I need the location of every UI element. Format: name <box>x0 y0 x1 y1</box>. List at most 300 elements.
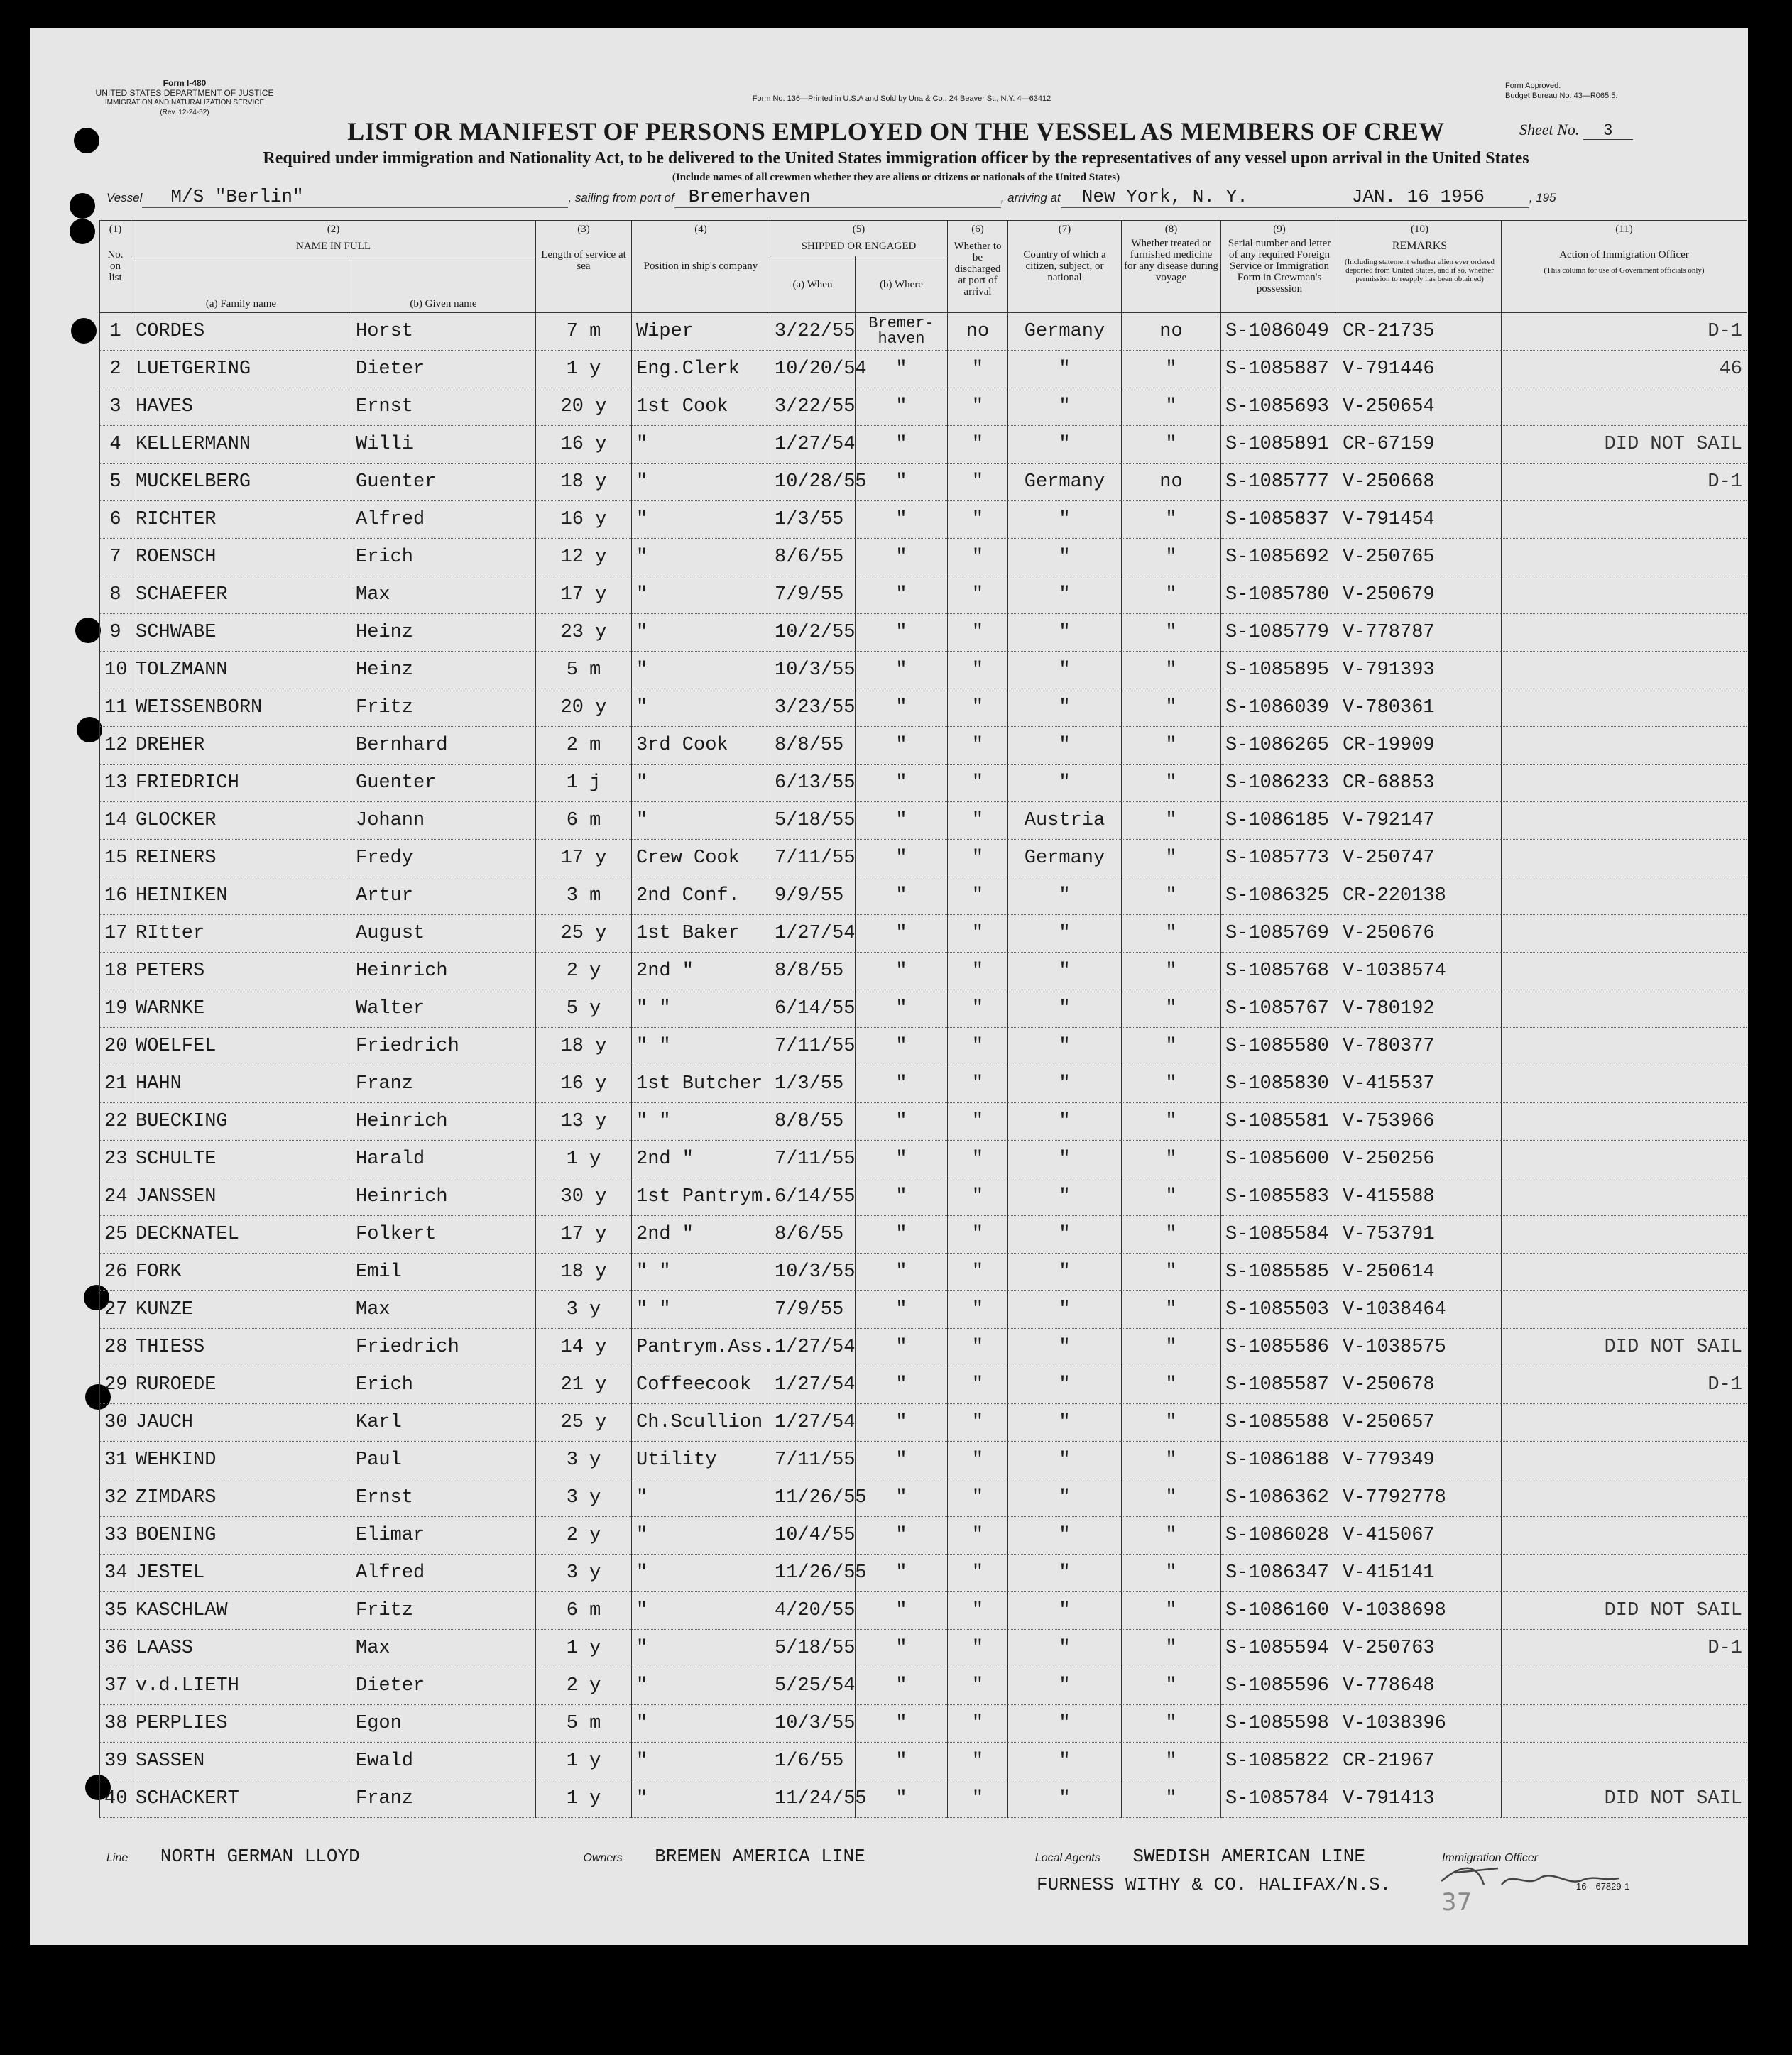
cell-position: Utility <box>632 1442 770 1479</box>
cell-given: Fritz <box>351 689 536 727</box>
cell-action <box>1502 1555 1747 1592</box>
cell-when: 5/18/55 <box>770 1630 856 1667</box>
cell-country: " <box>1008 539 1122 576</box>
cell-country: " <box>1008 727 1122 765</box>
cell-family: LUETGERING <box>131 351 351 388</box>
col-given-header: (b) Given name <box>351 256 536 313</box>
cell-action <box>1502 539 1747 576</box>
cell-position: " <box>632 765 770 802</box>
cell-serial: S-1085768 <box>1221 953 1338 990</box>
header-row <box>100 221 1747 256</box>
cell-medicine: " <box>1122 1630 1221 1667</box>
cell-medicine: " <box>1122 1705 1221 1743</box>
table-row <box>100 877 1747 915</box>
cell-serial: S-1085780 <box>1221 576 1338 614</box>
cell-position: " <box>632 1592 770 1630</box>
row-number: 25 <box>100 1216 131 1254</box>
table-row <box>100 1178 1747 1216</box>
cell-service: 14 y <box>536 1329 632 1366</box>
cell-when: 6/13/55 <box>770 765 856 802</box>
cell-country: " <box>1008 1630 1122 1667</box>
row-number: 6 <box>100 501 131 539</box>
cell-remarks: V-753791 <box>1338 1216 1502 1254</box>
cell-action <box>1502 1028 1747 1065</box>
table-row <box>100 652 1747 689</box>
cell-position: 2nd " <box>632 953 770 990</box>
cell-where: " <box>856 1178 948 1216</box>
cell-when: 7/11/55 <box>770 1141 856 1178</box>
cell-remarks: CR-21967 <box>1338 1743 1502 1780</box>
table-row <box>100 1404 1747 1442</box>
cell-discharged: " <box>948 1254 1008 1291</box>
cell-serial: S-1086233 <box>1221 765 1338 802</box>
cell-medicine: " <box>1122 1555 1221 1592</box>
cell-remarks: V-778648 <box>1338 1667 1502 1705</box>
cell-country: " <box>1008 1178 1122 1216</box>
arriving-label: , arriving at <box>1000 191 1061 204</box>
cell-serial: S-1085767 <box>1221 990 1338 1028</box>
row-number: 36 <box>100 1630 131 1667</box>
table-row <box>100 1103 1747 1141</box>
cell-discharged: no <box>948 313 1008 351</box>
table-row <box>100 1442 1747 1479</box>
table-row <box>100 1216 1747 1254</box>
punch-hole <box>75 618 101 643</box>
cell-remarks: V-780377 <box>1338 1028 1502 1065</box>
col-family-header: (a) Family name <box>131 256 351 313</box>
cell-family: CORDES <box>131 313 351 351</box>
cell-country: " <box>1008 1517 1122 1555</box>
cell-when: 3/22/55 <box>770 313 856 351</box>
punch-hole <box>70 193 95 219</box>
cell-discharged: " <box>948 351 1008 388</box>
cell-when: 10/3/55 <box>770 1254 856 1291</box>
cell-service: 7 m <box>536 313 632 351</box>
table-row <box>100 576 1747 614</box>
cell-given: Fredy <box>351 840 536 877</box>
cell-action <box>1502 689 1747 727</box>
cell-medicine: " <box>1122 1442 1221 1479</box>
table-row <box>100 1780 1747 1818</box>
cell-service: 3 m <box>536 877 632 915</box>
cell-country: " <box>1008 1404 1122 1442</box>
cell-action: DID NOT SAIL <box>1502 1592 1747 1630</box>
cell-serial: S-1086325 <box>1221 877 1338 915</box>
cell-when: 7/9/55 <box>770 1291 856 1329</box>
cell-serial: S-1085600 <box>1221 1141 1338 1178</box>
cell-family: KUNZE <box>131 1291 351 1329</box>
cell-action <box>1502 1065 1747 1103</box>
form-approved: Form Approved. <box>1505 82 1561 90</box>
cell-country: " <box>1008 915 1122 953</box>
cell-service: 18 y <box>536 1254 632 1291</box>
vessel-name: M/S "Berlin" <box>142 186 568 208</box>
cell-action <box>1502 1743 1747 1780</box>
cell-position: " <box>632 1743 770 1780</box>
cell-discharged: " <box>948 1743 1008 1780</box>
cell-country: " <box>1008 1366 1122 1404</box>
cell-medicine: " <box>1122 765 1221 802</box>
cell-where: " <box>856 1366 948 1404</box>
cell-serial: S-1085586 <box>1221 1329 1338 1366</box>
service: IMMIGRATION AND NATURALIZATION SERVICE <box>104 99 265 106</box>
cell-where: " <box>856 614 948 652</box>
cell-discharged: " <box>948 1178 1008 1216</box>
cell-where: " <box>856 351 948 388</box>
cell-when: 7/9/55 <box>770 576 856 614</box>
table-row <box>100 1291 1747 1329</box>
table-row <box>100 1555 1747 1592</box>
cell-service: 1 j <box>536 765 632 802</box>
form-code: 16—67829-1 <box>1576 1881 1630 1892</box>
cell-where: " <box>856 877 948 915</box>
cell-position: " " <box>632 1103 770 1141</box>
cell-where: " <box>856 953 948 990</box>
cell-when: 1/27/54 <box>770 426 856 464</box>
cell-discharged: " <box>948 689 1008 727</box>
cell-serial: S-1085693 <box>1221 388 1338 426</box>
row-number: 11 <box>100 689 131 727</box>
cell-position: " <box>632 1667 770 1705</box>
cell-remarks: V-791413 <box>1338 1780 1502 1818</box>
cell-medicine: " <box>1122 1329 1221 1366</box>
cell-position: 2nd " <box>632 1216 770 1254</box>
cell-family: BOENING <box>131 1517 351 1555</box>
row-number: 32 <box>100 1479 131 1517</box>
cell-discharged: " <box>948 501 1008 539</box>
cell-service: 2 m <box>536 727 632 765</box>
cell-action: D-1 <box>1502 1366 1747 1404</box>
cell-when: 1/3/55 <box>770 501 856 539</box>
cell-given: Folkert <box>351 1216 536 1254</box>
cell-action <box>1502 802 1747 840</box>
cell-given: Heinz <box>351 614 536 652</box>
row-number: 1 <box>100 313 131 351</box>
row-number: 39 <box>100 1743 131 1780</box>
cell-family: PERPLIES <box>131 1705 351 1743</box>
cell-where: " <box>856 990 948 1028</box>
voyage-line <box>106 186 1690 208</box>
cell-country: " <box>1008 652 1122 689</box>
cell-position: 1st Baker <box>632 915 770 953</box>
cell-position: " <box>632 802 770 840</box>
cell-family: ZIMDARS <box>131 1479 351 1517</box>
cell-discharged: " <box>948 840 1008 877</box>
cell-action <box>1502 388 1747 426</box>
approval-block <box>1505 81 1676 101</box>
cell-where: " <box>856 1667 948 1705</box>
cell-medicine: " <box>1122 840 1221 877</box>
cell-medicine: " <box>1122 501 1221 539</box>
cell-where: " <box>856 1065 948 1103</box>
cell-family: SCHACKERT <box>131 1780 351 1818</box>
table-row <box>100 1743 1747 1780</box>
cell-family: RUROEDE <box>131 1366 351 1404</box>
cell-position: " " <box>632 1291 770 1329</box>
table-row <box>100 388 1747 426</box>
cell-remarks: V-250678 <box>1338 1366 1502 1404</box>
cell-action: DID NOT SAIL <box>1502 1780 1747 1818</box>
cell-position: " <box>632 614 770 652</box>
table-row <box>100 1705 1747 1743</box>
cell-discharged: " <box>948 1141 1008 1178</box>
agents-value-1: SWEDISH AMERICAN LINE <box>1132 1846 1365 1867</box>
cell-given: Egon <box>351 1705 536 1743</box>
cell-where: " <box>856 1028 948 1065</box>
cell-family: LAASS <box>131 1630 351 1667</box>
row-number: 10 <box>100 652 131 689</box>
table-row <box>100 1592 1747 1630</box>
row-number: 8 <box>100 576 131 614</box>
cell-discharged: " <box>948 1780 1008 1818</box>
cell-position: " <box>632 1517 770 1555</box>
cell-where: " <box>856 689 948 727</box>
cell-position: " <box>632 501 770 539</box>
cell-family: RICHTER <box>131 501 351 539</box>
cell-where: Bremer-haven <box>856 313 948 351</box>
cell-when: 9/9/55 <box>770 877 856 915</box>
cell-given: Heinrich <box>351 1103 536 1141</box>
cell-medicine: " <box>1122 351 1221 388</box>
officer-signature <box>1434 1860 1626 1895</box>
table-row <box>100 990 1747 1028</box>
cell-where: " <box>856 1517 948 1555</box>
cell-service: 13 y <box>536 1103 632 1141</box>
cell-country: " <box>1008 1743 1122 1780</box>
col-remarks-header: (10) REMARKS (Including statement whether alien ever ordered deported from United States, and if so, whether permission to reapply has been obtained) <box>1338 221 1502 313</box>
cell-action: D-1 <box>1502 464 1747 501</box>
cell-discharged: " <box>948 1442 1008 1479</box>
cell-serial: S-1085596 <box>1221 1667 1338 1705</box>
punch-hole <box>77 717 102 742</box>
cell-position: " <box>632 576 770 614</box>
cell-country: Germany <box>1008 313 1122 351</box>
cell-action: DID NOT SAIL <box>1502 426 1747 464</box>
cell-medicine: " <box>1122 877 1221 915</box>
cell-medicine: " <box>1122 1028 1221 1065</box>
cell-remarks: V-753966 <box>1338 1103 1502 1141</box>
punch-hole <box>70 219 95 244</box>
cell-medicine: " <box>1122 388 1221 426</box>
cell-service: 18 y <box>536 1028 632 1065</box>
form-id-block <box>85 78 284 118</box>
cell-discharged: " <box>948 464 1008 501</box>
cell-remarks: V-415537 <box>1338 1065 1502 1103</box>
arrival-date: JAN. 16 1956 <box>1323 186 1529 208</box>
cell-service: 20 y <box>536 388 632 426</box>
row-number: 16 <box>100 877 131 915</box>
cell-when: 7/11/55 <box>770 1028 856 1065</box>
cell-when: 6/14/55 <box>770 990 856 1028</box>
cell-where: " <box>856 576 948 614</box>
cell-remarks: V-7792778 <box>1338 1479 1502 1517</box>
cell-service: 1 y <box>536 1630 632 1667</box>
cell-remarks: V-250676 <box>1338 915 1502 953</box>
agents-label: Local Agents <box>1034 1852 1100 1864</box>
cell-family: KELLERMANN <box>131 426 351 464</box>
cell-discharged: " <box>948 953 1008 990</box>
cell-given: Guenter <box>351 464 536 501</box>
cell-remarks: V-780361 <box>1338 689 1502 727</box>
cell-given: Heinrich <box>351 953 536 990</box>
col-serial-header: (9) Serial number and letter of any required Foreign Service or Immigration Form in Crewman's possession <box>1221 221 1338 313</box>
cell-when: 1/27/54 <box>770 915 856 953</box>
cell-position: Pantrym.Ass. <box>632 1329 770 1366</box>
cell-remarks: V-415141 <box>1338 1555 1502 1592</box>
cell-discharged: " <box>948 652 1008 689</box>
col-medicine-header: (8) Whether treated or furnished medicine for any disease during voyage <box>1122 221 1221 313</box>
cell-action <box>1502 840 1747 877</box>
cell-discharged: " <box>948 1366 1008 1404</box>
cell-given: Ernst <box>351 1479 536 1517</box>
cell-serial: S-1085585 <box>1221 1254 1338 1291</box>
cell-position: " <box>632 689 770 727</box>
cell-service: 3 y <box>536 1479 632 1517</box>
cell-given: Max <box>351 1291 536 1329</box>
cell-service: 2 y <box>536 1667 632 1705</box>
cell-where: " <box>856 1442 948 1479</box>
cell-where: " <box>856 727 948 765</box>
cell-where: " <box>856 802 948 840</box>
cell-service: 1 y <box>536 1141 632 1178</box>
row-number: 31 <box>100 1442 131 1479</box>
table-row <box>100 539 1747 576</box>
cell-medicine: " <box>1122 1743 1221 1780</box>
page-note: (Include names of all crewmen whether they are aliens or citizens or nationals of the United States) <box>672 172 1120 183</box>
cell-service: 18 y <box>536 464 632 501</box>
cell-country: " <box>1008 614 1122 652</box>
cell-serial: S-1086039 <box>1221 689 1338 727</box>
cell-family: SCHULTE <box>131 1141 351 1178</box>
cell-serial: S-1085584 <box>1221 1216 1338 1254</box>
cell-country: " <box>1008 1141 1122 1178</box>
table-row <box>100 464 1747 501</box>
row-number: 13 <box>100 765 131 802</box>
cell-service: 6 m <box>536 802 632 840</box>
cell-remarks: V-250657 <box>1338 1404 1502 1442</box>
col-service-header: (3) Length of service at sea <box>536 221 632 313</box>
cell-country: Germany <box>1008 840 1122 877</box>
cell-family: PETERS <box>131 953 351 990</box>
cell-serial: S-1086362 <box>1221 1479 1338 1517</box>
cell-action <box>1502 765 1747 802</box>
cell-remarks: V-780192 <box>1338 990 1502 1028</box>
cell-medicine: " <box>1122 614 1221 652</box>
cell-discharged: " <box>948 727 1008 765</box>
cell-remarks: V-415067 <box>1338 1517 1502 1555</box>
cell-discharged: " <box>948 1555 1008 1592</box>
row-number: 33 <box>100 1517 131 1555</box>
cell-where: " <box>856 652 948 689</box>
cell-family: FRIEDRICH <box>131 765 351 802</box>
cell-action <box>1502 1254 1747 1291</box>
cell-family: FORK <box>131 1254 351 1291</box>
cell-given: Friedrich <box>351 1028 536 1065</box>
table-row <box>100 1028 1747 1065</box>
cell-position: " <box>632 1780 770 1818</box>
cell-where: " <box>856 539 948 576</box>
table-row <box>100 1141 1747 1178</box>
cell-given: Walter <box>351 990 536 1028</box>
owners-value: BREMEN AMERICA LINE <box>655 1846 865 1867</box>
cell-serial: S-1086347 <box>1221 1555 1338 1592</box>
cell-given: Erich <box>351 539 536 576</box>
cell-medicine: " <box>1122 1592 1221 1630</box>
officer-label: Immigration Officer <box>1441 1852 1539 1864</box>
col-country-header: (7) Country of which a citizen, subject, or national <box>1008 221 1122 313</box>
cell-action <box>1502 652 1747 689</box>
row-number: 24 <box>100 1178 131 1216</box>
cell-medicine: " <box>1122 915 1221 953</box>
cell-country: " <box>1008 1555 1122 1592</box>
cell-action <box>1502 1216 1747 1254</box>
cell-given: Bernhard <box>351 727 536 765</box>
cell-action <box>1502 576 1747 614</box>
cell-where: " <box>856 1254 948 1291</box>
cell-medicine: " <box>1122 1178 1221 1216</box>
cell-service: 5 m <box>536 652 632 689</box>
cell-serial: S-1085887 <box>1221 351 1338 388</box>
cell-medicine: " <box>1122 652 1221 689</box>
row-number: 26 <box>100 1254 131 1291</box>
cell-family: KASCHLAW <box>131 1592 351 1630</box>
cell-family: WARNKE <box>131 990 351 1028</box>
cell-service: 3 y <box>536 1555 632 1592</box>
cell-serial: S-1085784 <box>1221 1780 1338 1818</box>
cell-remarks: V-250654 <box>1338 388 1502 426</box>
cell-when: 10/28/55 <box>770 464 856 501</box>
owners-label: Owners <box>583 1852 623 1864</box>
cell-country: " <box>1008 1216 1122 1254</box>
cell-when: 1/27/54 <box>770 1404 856 1442</box>
cell-service: 2 y <box>536 953 632 990</box>
row-number: 17 <box>100 915 131 953</box>
cell-action <box>1502 915 1747 953</box>
row-number: 18 <box>100 953 131 990</box>
cell-action <box>1502 990 1747 1028</box>
cell-family: WOELFEL <box>131 1028 351 1065</box>
cell-service: 1 y <box>536 351 632 388</box>
row-number: 3 <box>100 388 131 426</box>
cell-when: 8/6/55 <box>770 539 856 576</box>
cell-medicine: " <box>1122 1065 1221 1103</box>
cell-discharged: " <box>948 990 1008 1028</box>
cell-medicine: " <box>1122 576 1221 614</box>
cell-when: 10/3/55 <box>770 1705 856 1743</box>
cell-family: GLOCKER <box>131 802 351 840</box>
cell-action <box>1502 1667 1747 1705</box>
cell-serial: S-1085830 <box>1221 1065 1338 1103</box>
sailing-port: Bremerhaven <box>674 186 1001 208</box>
cell-given: Max <box>351 1630 536 1667</box>
cell-family: THIESS <box>131 1329 351 1366</box>
cell-action <box>1502 953 1747 990</box>
form-number: Form I-480 <box>163 78 207 88</box>
row-number: 29 <box>100 1366 131 1404</box>
cell-remarks: V-415588 <box>1338 1178 1502 1216</box>
cell-family: MUCKELBERG <box>131 464 351 501</box>
cell-service: 25 y <box>536 915 632 953</box>
cell-serial: S-1085779 <box>1221 614 1338 652</box>
cell-given: Ewald <box>351 1743 536 1780</box>
cell-service: 17 y <box>536 840 632 877</box>
cell-country: " <box>1008 1667 1122 1705</box>
cell-given: Johann <box>351 802 536 840</box>
cell-where: " <box>856 1141 948 1178</box>
cell-action <box>1502 614 1747 652</box>
row-number: 2 <box>100 351 131 388</box>
cell-when: 8/8/55 <box>770 727 856 765</box>
